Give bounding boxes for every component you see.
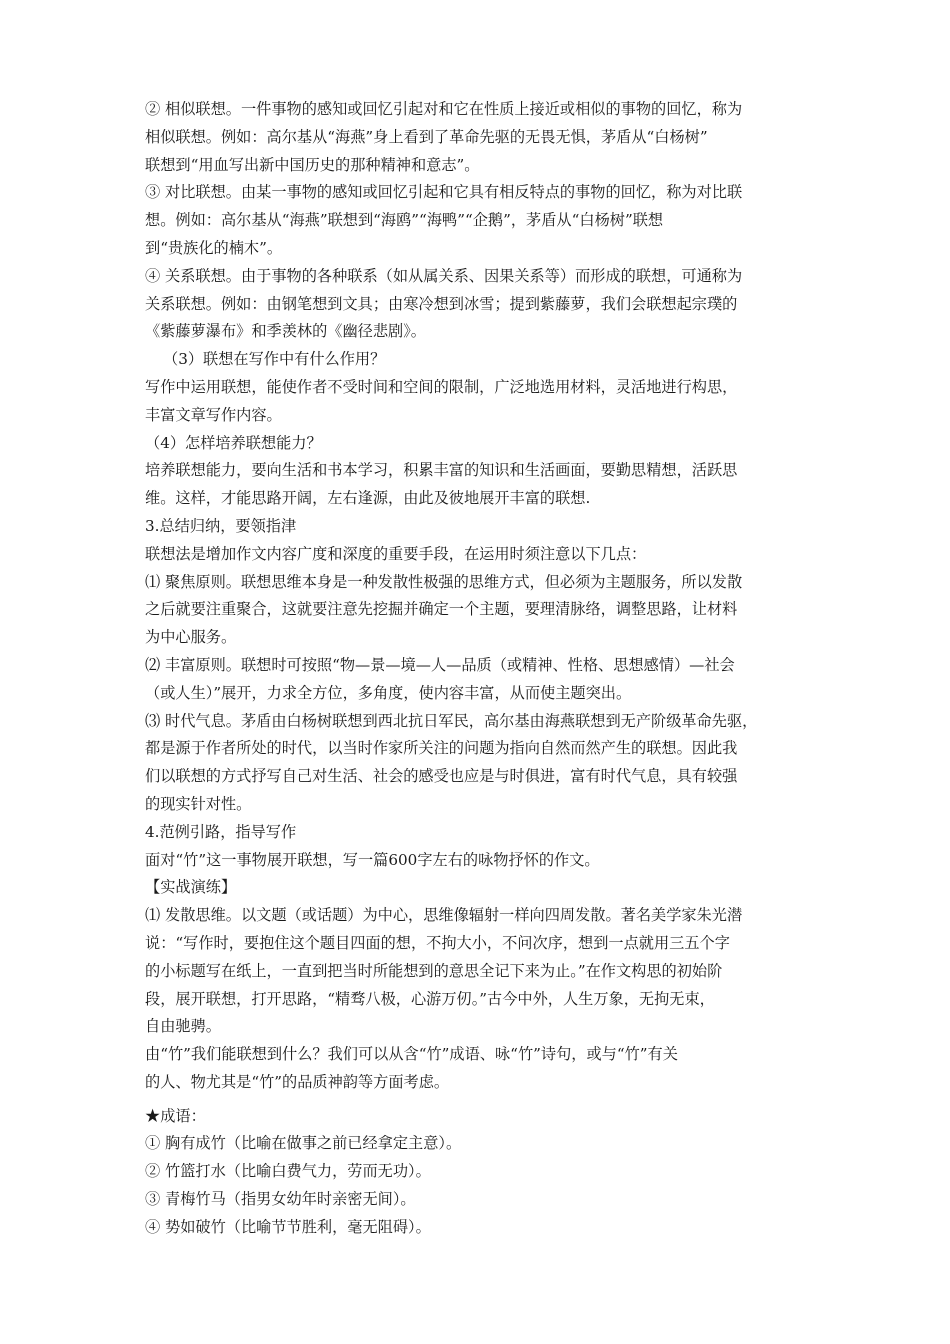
text-line: ⑵ 丰富原则。联想时可按照“物—景—境—人—品质（或精神、性格、思想感情）—社会 bbox=[145, 655, 735, 674]
text-line: 联想到“用血写出新中国历史的那种精神和意志”。 bbox=[145, 155, 480, 174]
text-line: 的小标题写在纸上，一直到把当时所能想到的意思全记下来为止。”在作文构思的初始阶 bbox=[145, 961, 723, 980]
text-line: ⑴ 聚焦原则。联想思维本身是一种发散性极强的思维方式，但必须为主题服务，所以发散 bbox=[145, 572, 743, 591]
text-line: 们以联想的方式抒写自己对生活、社会的感受也应是与时俱进，富有时代气息，具有较强 bbox=[145, 767, 738, 786]
text-line: 写作中运用联想，能使作者不受时间和空间的限制，广泛地选用材料，灵活地进行构思， bbox=[145, 377, 738, 396]
list-item: ④ 势如破竹（比喻节节胜利，毫无阻碍）。 bbox=[145, 1217, 431, 1236]
text-line: ④ 关系联想。由于事物的各种联系（如从属关系、因果关系等）而形成的联想，可通称为 bbox=[145, 266, 743, 285]
text-line: 说：“写作时，要抱住这个题目四面的想，不拘大小，不问次序，想到一点就用三五个字 bbox=[145, 933, 730, 952]
text-line: ⑴ 发散思维。以文题（或话题）为中心，思维像辐射一样向四周发散。著名美学家朱光潜 bbox=[145, 906, 743, 925]
text-line: 想。例如：高尔基从“海燕”联想到“海鸥”“海鸭”“企鹅”，茅盾从“白杨树”联想 bbox=[145, 211, 664, 230]
list-item: ③ 青梅竹马（指男女幼年时亲密无间）。 bbox=[145, 1190, 416, 1209]
text-line: ⑶ 时代气息。茅盾由白杨树联想到西北抗日军民，高尔基由海燕联想到无产阶级革命先驱， bbox=[145, 711, 758, 730]
section-heading: （3）联想在写作中有什么作用？ bbox=[163, 350, 386, 369]
text-line: 的现实针对性。 bbox=[145, 794, 252, 813]
text-line: ③ 对比联想。由某一事物的感知或回忆引起和它具有相反特点的事物的回忆，称为对比联 bbox=[145, 183, 743, 202]
text-line: 培养联想能力，要向生活和书本学习，积累丰富的知识和生活画面，要勤思精想，活跃思 bbox=[145, 461, 738, 480]
section-heading: 3.总结归纳，要领指津 bbox=[145, 516, 297, 535]
text-line: 的人、物尤其是“竹”的品质神韵等方面考虑。 bbox=[145, 1072, 450, 1091]
text-line: 之后就要注重聚合，这就要注意先挖掘并确定一个主题，要理清脉络，调整思路，让材料 bbox=[145, 600, 738, 619]
text-line: 面对“竹”这一事物展开联想，写一篇600字左右的咏物抒怀的作文。 bbox=[145, 850, 600, 869]
text-line: 相似联想。例如：高尔基从“海燕”身上看到了革命先驱的无畏无惧，茅盾从“白杨树” bbox=[145, 127, 708, 146]
text-line: 为中心服务。 bbox=[145, 628, 237, 647]
section-heading: ★成语： bbox=[145, 1106, 206, 1125]
text-line: 由“竹”我们能联想到什么？我们可以从含“竹”成语、咏“竹”诗句，或与“竹”有关 bbox=[145, 1045, 678, 1064]
section-heading: 【实战演练】 bbox=[145, 878, 237, 897]
text-line: 都是源于作者所处的时代，以当时作家所关注的问题为指向自然而然产生的联想。因此我 bbox=[145, 739, 738, 758]
list-item: ② 竹篮打水（比喻白费气力，劳而无功）。 bbox=[145, 1162, 431, 1181]
text-line: 到“贵族化的楠木”。 bbox=[145, 238, 283, 257]
text-line: 维。这样，才能思路开阔，左右逢源，由此及彼地展开丰富的联想. bbox=[145, 489, 591, 508]
text-line: 丰富文章写作内容。 bbox=[145, 405, 282, 424]
text-line: ② 相似联想。一件事物的感知或回忆引起对和它在性质上接近或相似的事物的回忆，称为 bbox=[145, 100, 743, 118]
text-line: （或人生）”展开，力求全方位，多角度，使内容丰富，从而使主题突出。 bbox=[145, 683, 632, 702]
text-line: 段，展开联想，打开思路，“精骛八极，心游万仞。”古今中外，人生万象，无拘无束， bbox=[145, 989, 715, 1008]
document-body bbox=[145, 96, 815, 1242]
text-line: 自由驰骋。 bbox=[145, 1017, 221, 1036]
section-heading: （4）怎样培养联想能力？ bbox=[145, 433, 322, 452]
list-item: ① 胸有成竹（比喻在做事之前已经拿定主意）。 bbox=[145, 1134, 462, 1153]
text-line: 《紫藤萝瀑布》和季羡林的《幽径悲剧》。 bbox=[145, 322, 426, 341]
section-heading: 4.范例引路，指导写作 bbox=[145, 822, 297, 841]
text-line: 关系联想。例如：由钢笔想到文具；由寒冷想到冰雪；提到紫藤萝，我们会联想起宗璞的 bbox=[145, 294, 738, 313]
text-line: 联想法是增加作文内容广度和深度的重要手段，在运用时须注意以下几点： bbox=[145, 544, 647, 563]
